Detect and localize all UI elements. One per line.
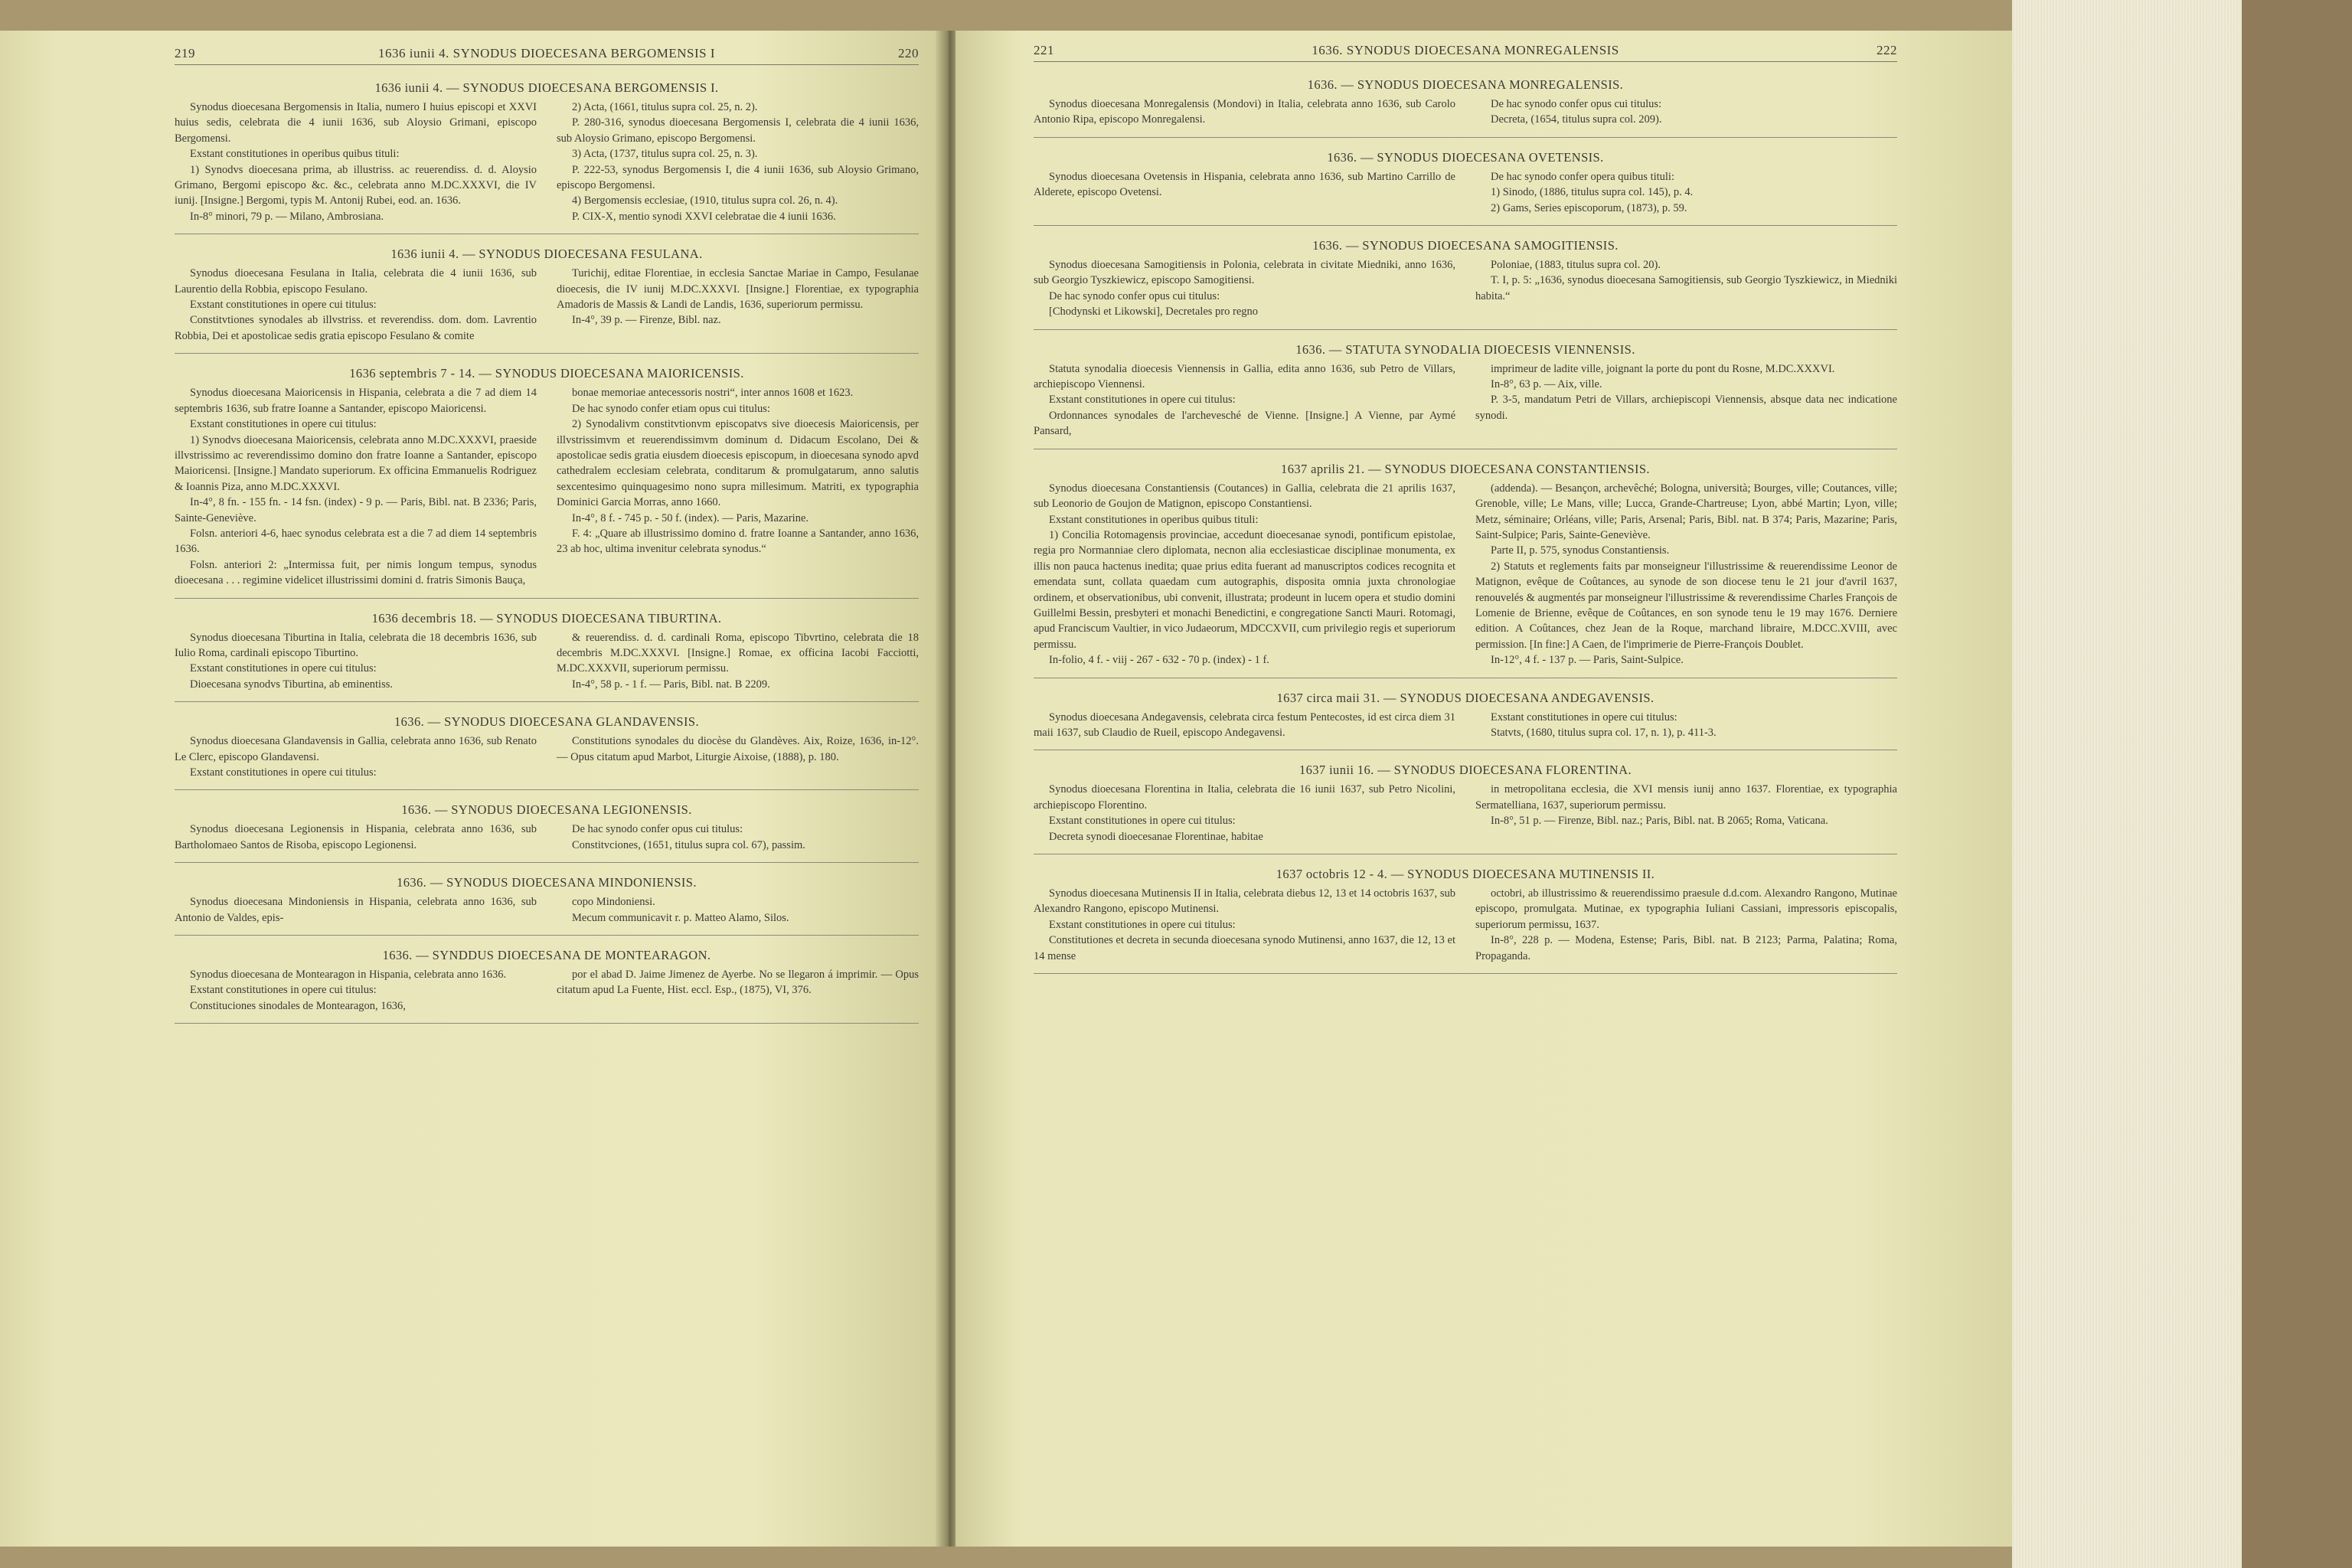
paragraph: imprimeur de ladite ville, joignant la porte du pont du Rosne, M.DC.XXXVI. [1491,362,1835,375]
entry-column-left [175,100,537,224]
entry-columns [1034,96,1897,128]
entry-column-right [557,822,919,853]
entry-columns [175,100,919,224]
entry-column-right [1475,782,1897,844]
paragraph: Synodus dioecesana de Montearagon in Hispania, celebrata anno 1636. [190,969,507,982]
paragraph: Poloniae, (1883, titulus supra col. 20). [1491,259,1661,272]
paragraph: 1) Synodvs dioecesana prima, ab illustriss. ac reuerendiss. d. d. Aloysio Grimano, Bergomi episcopo &c. &c., celebrata anno M.DC.XXXVI, die IV iunij. [Insigne.] Bergomi, typis M. Antonij Rubei, eod. an. 1636. [175,163,537,207]
paragraph: Synodus dioecesana Maioricensis in Hispania, celebrata a die 7 ad diem 14 septembris 1636, sub fratre Ioanne a Santander, episcopo Maioricensi. [175,387,537,415]
paragraph: Exstant constitutiones in opere cui titulus: [1049,815,1236,828]
entry-title: 1637 octobris 12 - 4. — SYNODUS DIOECESANA MUTINENSIS II. [1276,867,1655,881]
paragraph: In-12°, 4 f. - 137 p. — Paris, Saint-Sulpice. [1491,654,1684,667]
running-title: 1636. SYNODUS DIOECESANA MONREGALENSIS [1312,43,1619,57]
entry-column-left [1034,257,1455,320]
paragraph: 2) Synodalivm constitvtionvm episcopatvs sive dioecesis Maioricensis, per illvstrissimvm et reuerendissimvm dominum d. Didacum Escolano, Dei & apostolicae sedis gratia eiusdem dioecesis episcopum, in dioecesana synodo apvd cathedralem ecclesiam celebrata, conditarum & promulgatarum, anno salutis sexcentesimo quinquagesimo nono supra millesimum. Matriti, ex typographia Dominici Garcia Morras, anno 1660. [557,418,919,509]
paragraph: Decreta, (1654, titulus supra col. 209). [1491,113,1662,126]
paragraph: In-4°, 39 p. — Firenze, Bibl. naz. [572,314,721,327]
paragraph: F. 4: „Quare ab illustrissimo domino d. fratre Ioanne a Santander, anno 1636, 23 ab hoc, ultima invenitur celebrata synodus.“ [557,527,919,556]
entry-column-left [175,385,537,588]
entry-title: 1636 iunii 4. — SYNODUS DIOECESANA FESULANA. [390,247,703,262]
page-number: 219 [175,46,195,60]
paragraph: Synodus dioecesana Mindoniensis in Hispania, celebrata anno 1636, sub Antonio de Valdes, epis- [175,896,537,924]
paragraph: Mecum communicavit r. p. Matteo Alamo, Silos. [572,911,789,924]
entry-column-left [175,822,537,853]
paragraph: In-8°, 51 p. — Firenze, Bibl. naz.; Paris, Bibl. nat. B 2065; Roma, Vaticana. [1491,815,1828,828]
paragraph: Synodus dioecesana Tiburtina in Italia, celebrata die 18 decembris 1636, sub Iulio Roma, cardinali episcopo Tiburtino. [175,631,537,659]
paragraph: Constitvciones, (1651, titulus supra col. 67), passim. [572,838,805,851]
paragraph: In-4°, 8 fn. - 155 fn. - 14 fsn. (index) - 9 p. — Paris, Bibl. nat. B 2336; Paris, Sainte-Geneviève. [175,496,537,524]
synod-entry [175,708,919,790]
paragraph: In-folio, 4 f. - viij - 267 - 632 - 70 p. (index) - 1 f. [1049,654,1269,667]
paragraph: Exstant constitutiones in opere cui titulus: [190,662,377,675]
entry-column-right [557,385,919,588]
paragraph: Constitutiones et decreta in secunda dioecesana synodo Mutinensi, anno 1637, die 12, 13 et 14 mense [1034,934,1455,962]
entry-column-right [557,630,919,693]
paragraph: copo Mindoniensi. [572,896,655,909]
paragraph: Statvts, (1680, titulus supra col. 17, n. 1), p. 411-3. [1491,726,1717,739]
entry-column-right [557,100,919,224]
paragraph: Synodus dioecesana Monregalensis (Mondovi) in Italia, celebrata anno 1636, sub Carolo Antonio Ripa, episcopo Monregalensi. [1034,98,1455,126]
paragraph: In-4°, 58 p. - 1 f. — Paris, Bibl. nat. B 2209. [572,678,770,691]
entry-title: 1636. — STATUTA SYNODALIA DIOECESIS VIENNENSIS. [1295,341,1635,357]
entry-columns [175,385,919,588]
entry-columns [1034,169,1897,216]
page-number: 222 [1877,43,1897,57]
paragraph: octobri, ab illustrissimo & reuerendissimo praesule d.d.com. Alexandro Rangono, Mutinae episcopo, promulgata. Mutinae, ex typographia Iuliani Cassiani, impressoris episcopalis, superiorum permissu, 1637. [1475,887,1897,931]
synod-entry [175,360,919,598]
paragraph: P. CIX-X, mentio synodi XXVI celebratae die 4 iunii 1636. [572,210,836,223]
synod-entry [1034,336,1897,449]
entry-column-right [1475,257,1897,320]
synod-entry [1034,861,1897,974]
synod-entry [1034,456,1897,678]
entry-title: 1636. — SYNODUS DIOECESANA LEGIONENSIS. [401,802,692,818]
entry-columns [1034,361,1897,439]
paragraph: In-4°, 8 f. - 745 p. - 50 f. (index). — Paris, Mazarine. [572,511,809,524]
entry-column-right [557,967,919,1014]
entry-column-left [1034,782,1455,844]
paragraph: Folsn. anteriori 4-6, haec synodus celebrata est a die 7 ad diem 14 septembris 1636. [175,527,537,556]
entry-column-left [1034,481,1455,668]
page-number: 220 [897,46,919,60]
paragraph: Exstant constitutiones in opere cui titulus: [190,766,377,779]
paragraph: 2) Statuts et reglements faits par monseigneur l'illustrissime & reuerendissime Leonor de Matignon, evêque de Coûtances, au synode de son diocese tenu le 21 jour d'avril 1637, renouvelés & augmentés par monseigneur l'illustrissime & reverendissime Charles François de Lomenie de Brienne, evêque de Coûtances, en son synode tenu le 19 may 1676. Derniere edition. A Coûtances, chez Jean de la Roque, marchand libraire, M.DCC.XVIII, avec permission. [In fine:] A Caen, de l'imprimerie de Pierre-François Doublet. [1475,560,1897,651]
paragraph: Synodus dioecesana Glandavensis in Gallia, celebrata anno 1636, sub Renato Le Clerc, episcopo Glandavensi. [175,735,537,763]
paragraph: [Chodynski et Likowski], Decretales pro regno [1049,305,1259,318]
paragraph: Turichij, editae Florentiae, in ecclesia Sanctae Mariae in Campo, Fesulanae dioecesis, die IV iunij M.DC.XXXVI. [Insigne.] Florentiae, ex typographia Amadoris de Massis & Landi de Landis, 1636, superiorum permissu. [557,267,919,312]
paragraph: P. 222-53, synodus Bergomensis I, die 4 iunii 1636, sub Aloysio Grimano, episcopo Bergomensi. [557,163,919,192]
paragraph: Exstant constitutiones in opere cui titulus: [190,299,377,312]
paragraph: Decreta synodi dioecesanae Florentinae, habitae [1049,830,1263,843]
paragraph: Constitvtiones synodales ab illvstriss. et reverendiss. dom. dom. Lavrentio Robbia, Dei et apostolicae sedis gratia episcopo Fesulano & comite [175,314,537,342]
paragraph: 2) Gams, Series episcoporum, (1873), p. 59. [1491,201,1687,214]
synod-entry [175,240,919,354]
paragraph: Statuta synodalia dioecesis Viennensis in Gallia, edita anno 1636, sub Petro de Villars, archiepiscopo Viennensi. [1034,362,1455,391]
entry-column-right [1475,481,1897,668]
paragraph: Synodus dioecesana Constantiensis (Coutances) in Gallia, celebrata die 21 aprilis 1637, sub Leonorio de Goujon de Matignon, episcopo Constantiensi. [1034,482,1455,511]
entry-title: 1636. — SYNDDUS DIOECESANA DE MONTEARAGON. [382,948,711,963]
entry-columns [175,894,919,926]
entry-title: 1636 decembris 18. — SYNODUS DIOECESANA TIBURTINA. [371,610,722,626]
paragraph: in metropolitana ecclesia, die XVI mensis iunij anno 1637. Florentiae, ex typographia Sermatelliana, 1637, superiorum permissu. [1475,783,1897,812]
paragraph: 2) Acta, (1661, titulus supra col. 25, n. 2). [572,101,758,113]
paragraph: 1) Synodvs dioecesana Maioricensis, celebrata anno M.DC.XXXVI, praeside illvstrissimo ac reverendissimo domino don fratre Ioanne a Santander, episcopo Maioricensi. [Insigne.] Mandato superiorum. Ex officina Emmanuelis Rodriguez & Ioannis Piza, anno M.DC.XXXVI. [175,433,537,493]
entry-title: 1636 septembris 7 - 14. — SYNODUS DIOECESANA MAIORICENSIS. [349,366,744,381]
entry-column-right [1475,710,1897,741]
paragraph: Synodus dioecesana Samogitiensis in Polonia, celebrata in civitate Miedniki, anno 1636, sub Georgio Tyszkiewicz, episcopo Samogitiensi. [1034,259,1455,287]
paragraph: Synodus dioecesana Mutinensis II in Italia, celebrata diebus 12, 13 et 14 octobris 1637, sub Alexandro Rangono, episcopo Mutinensi. [1034,887,1455,916]
paragraph: Synodus dioecesana Fesulana in Italia, celebrata die 4 iunii 1636, sub Laurentio della Robbia, episcopo Fesulano. [175,267,537,296]
paragraph: De hac synodo confer opus cui titulus: [572,823,743,836]
paragraph: Folsn. anteriori 2: „Intermissa fuit, per nimis longum tempus, synodus dioecesana . . . regimine videlicet illustrissimi domini d. fratris Simonis Bauça, [175,558,537,587]
entry-column-right [1475,96,1897,128]
entry-column-left [175,630,537,693]
entry-column-left [1034,96,1455,128]
paragraph: Synodus dioecesana Legionensis in Hispania, celebrata anno 1636, sub Bartholomaeo Santos de Risoba, episcopo Legionensi. [175,823,537,851]
paragraph: (addenda). — Besançon, archevêché; Bologna, università; Bourges, ville; Coutances, ville; Grenoble, ville; Le Mans, ville; Lucca, Grande-Chartreuse; Lyon, abbé Martin; Lyon, ville; Metz, séminaire; Orléans, ville; Paris, Arsenal; Paris, Bibl. nat. B 374; Paris, Mazarine; Paris, Saint-Sulpice; Paris, Sainte-Geneviève. [1475,482,1897,541]
entry-column-left [1034,710,1455,741]
paragraph: Constituciones sinodales de Montearagon, 1636, [190,999,406,1012]
entry-column-right [557,894,919,926]
synod-entry [175,605,919,703]
entry-columns [1034,710,1897,741]
entry-title: 1637 iunii 16. — SYNODUS DIOECESANA FLORENTINA. [1298,763,1632,778]
entry-columns [1034,886,1897,964]
page-number: 221 [1034,43,1054,57]
entries [175,74,919,1024]
entry-title: 1637 circa maii 31. — SYNODUS DIOECESANA ANDEGAVENSIS. [1276,690,1655,705]
entry-columns [175,630,919,693]
entry-title: 1636. — SYNODUS DIOECESANA GLANDAVENSIS. [394,714,699,730]
paragraph: De hac synodo confer opus cui titulus: [1491,98,1662,110]
paragraph: Synodus dioecesana Florentina in Italia, celebrata die 16 iunii 1637, sub Petro Nicolini, archiepiscopo Florentino. [1034,783,1455,812]
paragraph: P. 3-5, mandatum Petri de Villars, archiepiscopi Viennensis, absque data nec indicatione synodi. [1475,394,1897,422]
right-page [956,31,2012,1547]
paragraph: Ordonnances synodales de l'archevesché de Vienne. [Insigne.] A Vienne, par Aymé Pansard, [1034,409,1455,438]
synod-entry [175,869,919,936]
paragraph: Constitutions synodales du diocèse du Glandèves. Aix, Roize, 1636, in-12°. — Opus citatum apud Marbot, Liturgie Aixoise, (1888), p. 180. [557,735,919,763]
paragraph: De hac synodo confer opera quibus tituli: [1491,170,1674,183]
book-cover-edge [2242,0,2352,1568]
entry-column-right [557,733,919,780]
synod-entry [1034,232,1897,330]
synod-entry [1034,756,1897,854]
synod-entry [175,74,919,234]
running-header [175,46,919,65]
paragraph: In-8°, 228 p. — Modena, Estense; Paris, Bibl. nat. B 2123; Parma, Palatina; Roma, Propaganda. [1475,934,1897,962]
paragraph: Exstant constitutiones in operibus quibus tituli: [1049,513,1259,526]
entry-title: 1637 aprilis 21. — SYNODUS DIOECESANA CONSTANTIENSIS. [1281,461,1650,476]
synod-entry [1034,144,1897,226]
paragraph: Synodus dioecesana Andegavensis, celebrata circa festum Pentecostes, id est circa diem 31 maii 1637, sub Claudio de Rueil, episcopo Andegavensi. [1034,710,1455,739]
entry-column-right [1475,361,1897,439]
paragraph: Synodus dioecesana Ovetensis in Hispania, celebrata anno 1636, sub Martino Carrillo de Alderete, episcopo Ovetensi. [1034,170,1455,199]
entry-columns [175,822,919,853]
running-header [1034,43,1897,62]
entries [1034,71,1897,974]
paragraph: 1) Concilia Rotomagensis provinciae, accedunt dioecesanae synodi, pontificum epistolae, regia pro Normanniae clero diplomata, necnon alia ecclesiasticae disciplinae monumenta, ex illis non pauca hactenus inedita; quae prius edita fuerant ad manuscriptos codices recognita et emendata sunt, collata quaedam cum autographis, disposita omnia juxta chronologiae ordinem, et observationibus, ubi convenit, illustrata; prodeunt in lucem opera et studio domini Guillelmi Bessin, presbyteri et monachi Benedictini, e congregatione Sancti Mauri. Rotomagi, apud Franciscum Vaultier, in vico Judaeorum, MDCCXVII, cum privilegio regis et superiorum permissu. [1034,528,1455,651]
entry-column-left [1034,361,1455,439]
entry-column-left [175,967,537,1014]
entry-title: 1636 iunii 4. — SYNODUS DIOECESANA BERGOMENSIS I. [374,80,719,95]
entry-columns [175,967,919,1014]
paragraph: T. I, p. 5: „1636, synodus dioecesana Samogitiensis, sub Georgio Tyszkiewicz, in Miedniki habita.“ [1475,274,1897,302]
paragraph: Exstant constitutiones in operibus quibus tituli: [190,148,400,161]
synod-entry [1034,684,1897,751]
entry-columns [175,266,919,344]
paragraph: Exstant constitutiones in opere cui titulus: [190,418,377,431]
synod-entry [175,796,919,863]
entry-column-left [175,733,537,780]
paragraph: Exstant constitutiones in opere cui titulus: [1491,710,1677,724]
left-page [0,31,940,1547]
entry-column-left [175,266,537,344]
entry-title: 1636. — SYNODUS DIOECESANA MONREGALENSIS. [1307,77,1624,92]
paragraph: 3) Acta, (1737, titulus supra col. 25, n. 3). [572,148,758,161]
paragraph: & reuerendiss. d. d. cardinali Roma, episcopo Tibvrtino, celebrata die 18 decembris M.DC.XXXVI. [Insigne.] Romae, ex officina Iacobi Facciotti, M.DC.XXXVII, superiorum permissu. [557,631,919,675]
paragraph: De hac synodo confer opus cui titulus: [1049,289,1220,302]
paragraph: De hac synodo confer etiam opus cui titulus: [572,402,770,415]
paragraph: In-8° minori, 79 p. — Milano, Ambrosiana. [190,210,384,223]
entry-title: 1636. — SYNODUS DIOECESANA SAMOGITIENSIS. [1312,238,1619,253]
entry-column-left [175,894,537,926]
paragraph: Dioecesana synodvs Tiburtina, ab eminentiss. [190,678,394,691]
entry-column-left [1034,886,1455,964]
entry-column-right [1475,886,1897,964]
paragraph: 1) Sinodo, (1886, titulus supra col. 145), p. 4. [1491,186,1694,199]
entry-column-left [1034,169,1455,216]
paragraph: P. 280-316, synodus dioecesana Bergomensis I, celebrata die 4 iunii 1636, sub Aloysio Grimano, episcopo Bergomensi. [557,116,919,145]
entry-columns [1034,481,1897,668]
paragraph: Exstant constitutiones in opere cui titulus: [190,984,377,997]
entry-title: 1636. — SYNODUS DIOECESANA OVETENSIS. [1327,149,1604,165]
running-title: 1636 iunii 4. SYNODUS DIOECESANA BERGOMENSIS I [377,46,715,60]
entry-title: 1636. — SYNODUS DIOECESANA MINDONIENSIS. [397,875,697,890]
page-stack-edge [2012,0,2242,1568]
paragraph: Synodus dioecesana Bergomensis in Italia, numero I huius episcopi et XXVI huius sedis, celebrata die 4 iunii 1636, sub Aloysio Grimani, episcopo Bergomensi. [175,101,537,145]
entry-columns [175,733,919,780]
paragraph: bonae memoriae antecessoris nostri“, inter annos 1608 et 1623. [572,387,854,400]
paragraph: Exstant constitutiones in opere cui titulus: [1049,918,1236,931]
entry-columns [1034,257,1897,320]
entry-column-right [557,266,919,344]
entry-columns [1034,782,1897,844]
synod-entry [175,942,919,1024]
synod-entry [1034,71,1897,138]
paragraph: 4) Bergomensis ecclesiae, (1910, titulus supra col. 26, n. 4). [572,194,838,207]
paragraph: In-8°, 63 p. — Aix, ville. [1491,378,1602,391]
paragraph: Parte II, p. 575, synodus Constantiensis. [1491,544,1670,557]
paragraph: por el abad D. Jaime Jimenez de Ayerbe. No se llegaron á imprimir. — Opus citatum apud La Fuente, Hist. eccl. Esp., (1875), VI, 376. [557,969,919,997]
entry-column-right [1475,169,1897,216]
paragraph: Exstant constitutiones in opere cui titulus: [1049,394,1236,407]
